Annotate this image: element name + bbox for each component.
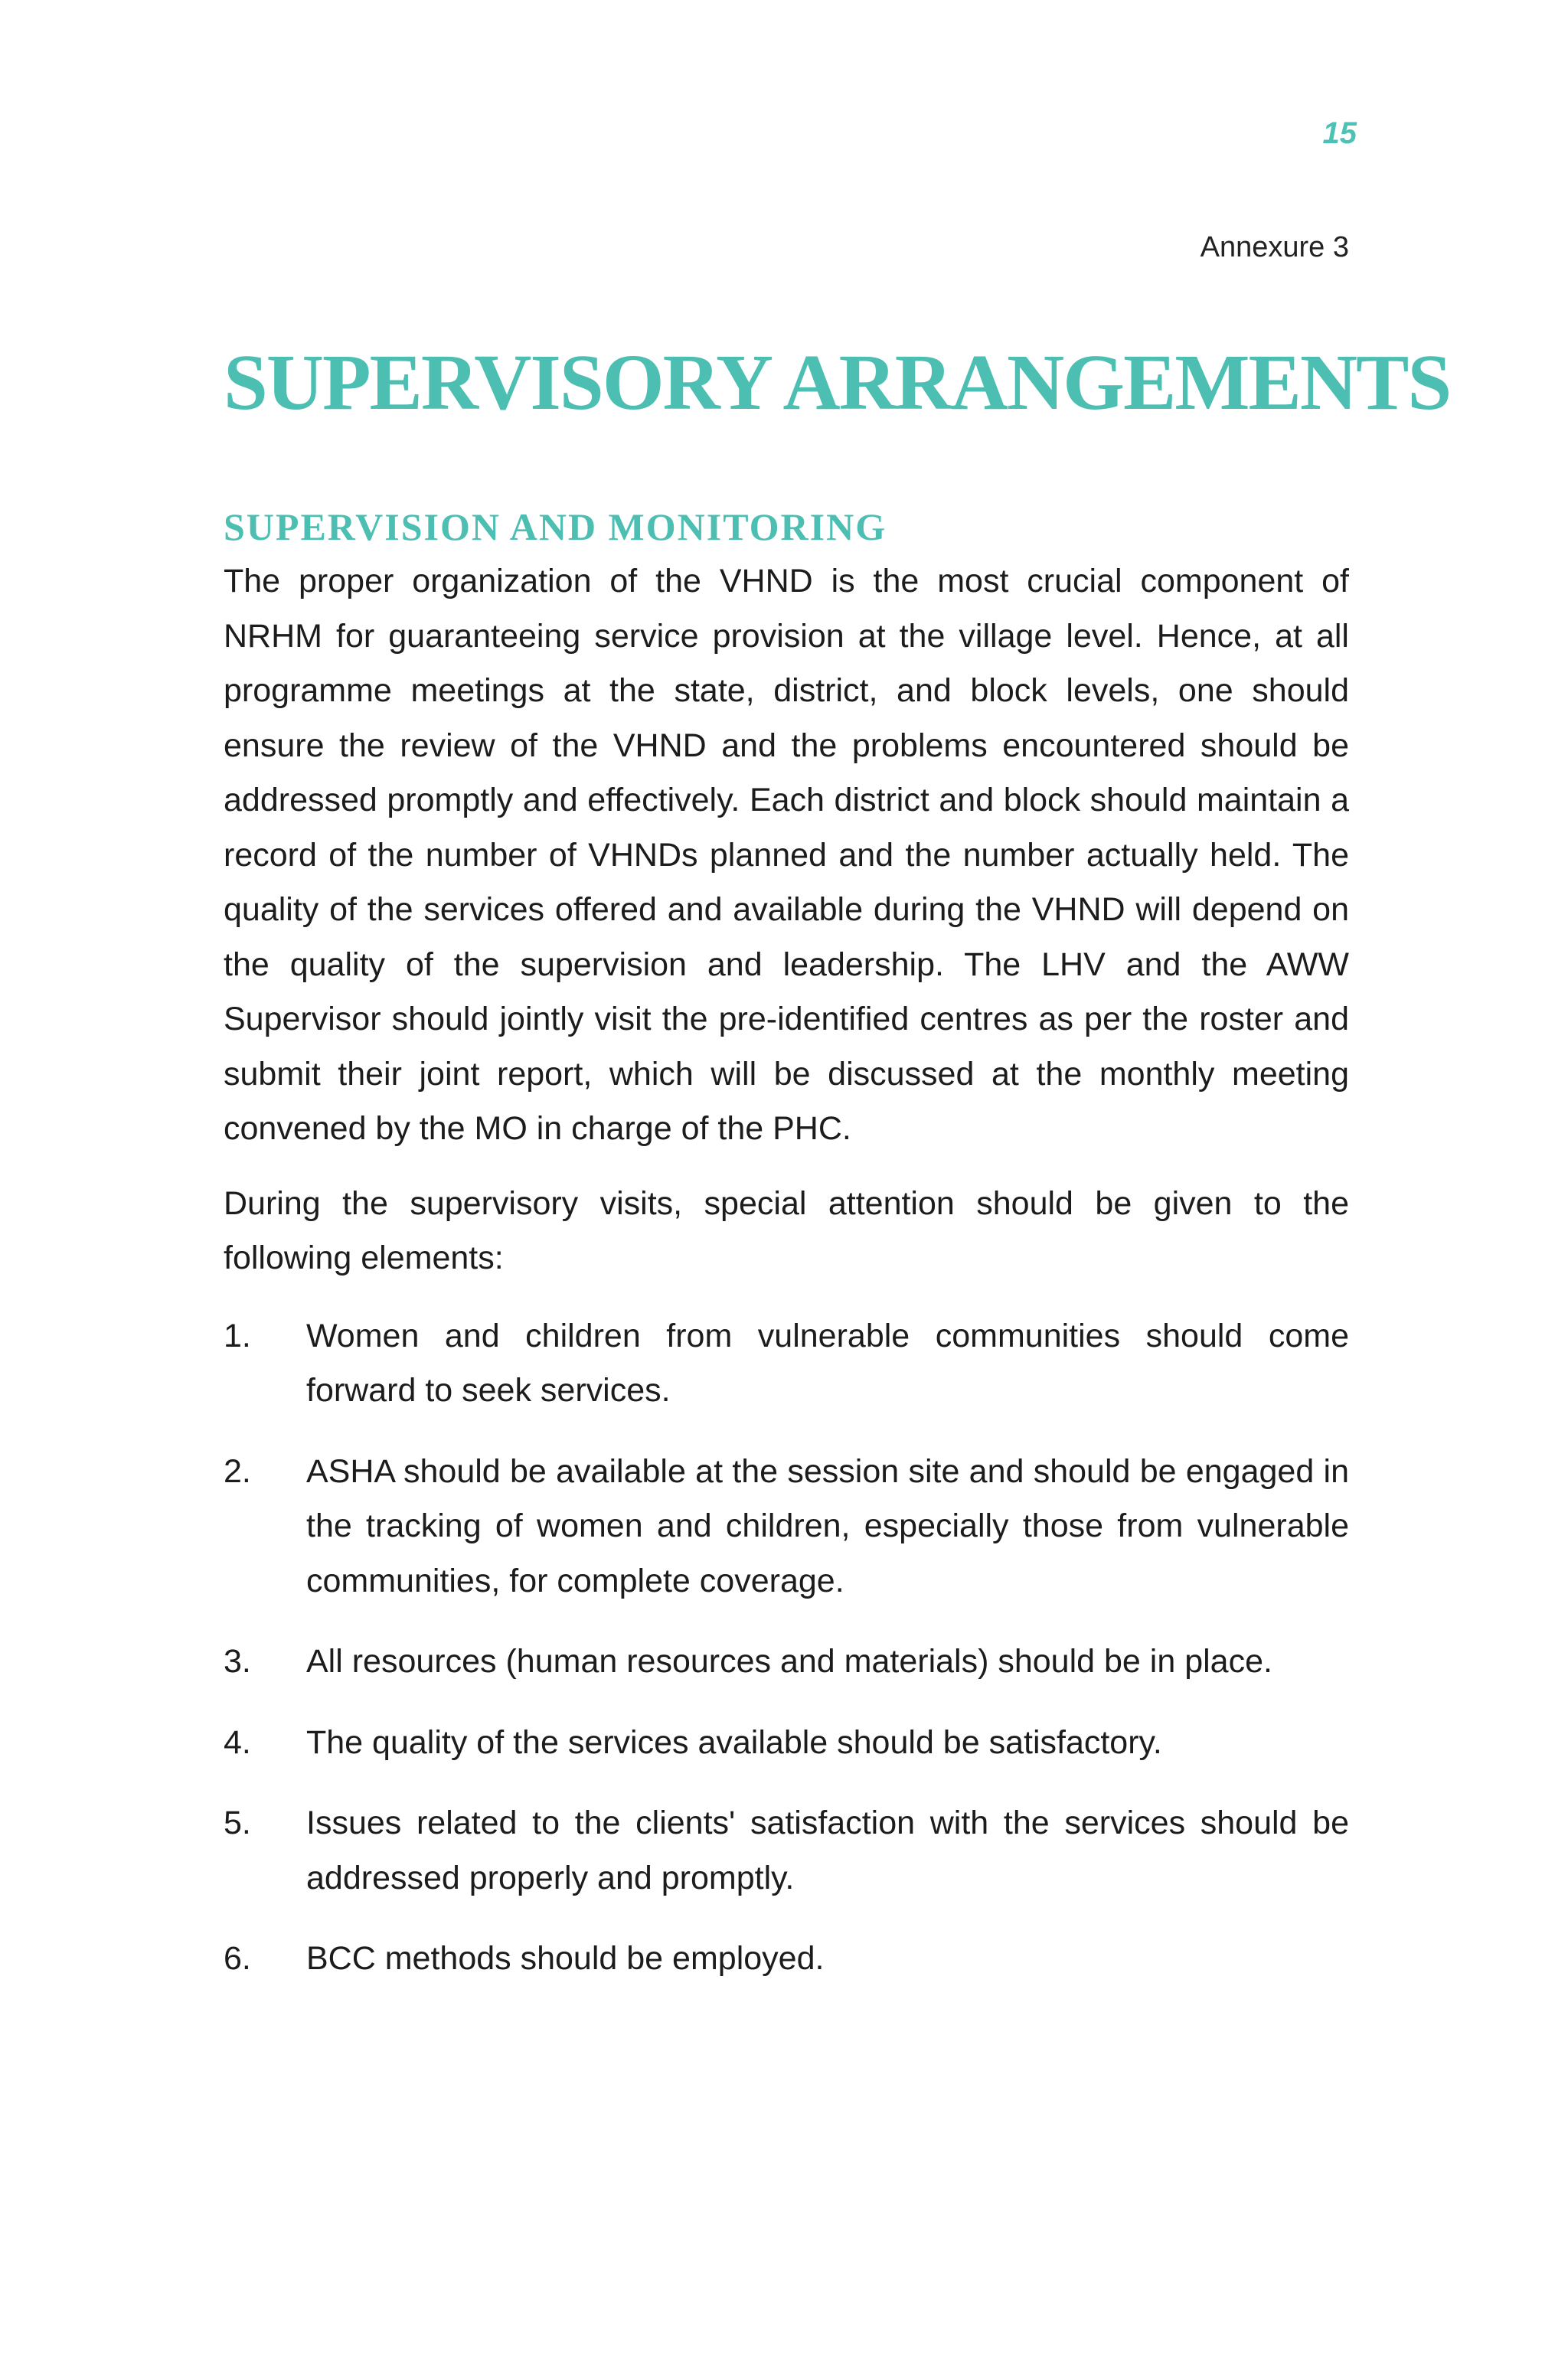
body-paragraph: The proper organization of the VHND is the most crucial component of NRHM for guaranteeing service provision at the village level. Hence, at all programme meetings at the state, district, and block levels, one should ensure the review of the VHND and the problems encountered should be addressed promptly and effectively. Each district and block should maintain a record of the number of VHNDs planned and the number actually held. The quality of the services offered and available during the VHND will depend on the quality of the supervision and leadership. The LHV and the AWW Supervisor should jointly visit the pre-identified centres as per the roster and submit their joint report, which will be discussed at the monthly meeting convened by the MO in charge of the PHC. bbox=[224, 563, 1349, 1147]
list-item bbox=[224, 1716, 1349, 1771]
list-item bbox=[224, 1445, 1349, 1609]
section-heading: SUPERVISION AND MONITORING bbox=[224, 505, 887, 548]
list-item bbox=[224, 1309, 1349, 1419]
list-item bbox=[224, 1635, 1349, 1690]
list-item-text: ASHA should be available at the session site and should be engaged in the tracking of women and children, especially those from vulnerable communities, for complete coverage. bbox=[306, 1452, 1349, 1599]
list-item-number: 6. bbox=[224, 1940, 251, 1977]
list-item-number: 4. bbox=[224, 1723, 251, 1761]
list-item-text: BCC methods should be employed. bbox=[306, 1940, 825, 1977]
list-item-number: 1. bbox=[224, 1317, 251, 1354]
list-item-number: 3. bbox=[224, 1643, 251, 1680]
list-item-text: Issues related to the clients' satisfaction with the services should be addressed properly and promptly. bbox=[306, 1805, 1349, 1896]
body-paragraph: During the supervisory visits, special attention should be given to the following elements: bbox=[224, 1184, 1349, 1276]
list-item-text: Women and children from vulnerable communities should come forward to seek services. bbox=[306, 1317, 1349, 1409]
elements-list bbox=[224, 1309, 1349, 1987]
list-item-number: 2. bbox=[224, 1452, 251, 1490]
main-content bbox=[224, 499, 1349, 2013]
page-title: SUPERVISORY ARRANGEMENTS bbox=[224, 338, 1451, 426]
list-item bbox=[224, 1796, 1349, 1906]
list-item-text: The quality of the services available should be satisfactory. bbox=[306, 1723, 1162, 1761]
list-item bbox=[224, 1932, 1349, 1987]
annexure-label: Annexure 3 bbox=[1200, 231, 1349, 263]
list-item-number: 5. bbox=[224, 1805, 251, 1841]
page-number: 15 bbox=[1322, 116, 1357, 150]
list-item-text: All resources (human resources and materials) should be in place. bbox=[306, 1643, 1272, 1680]
